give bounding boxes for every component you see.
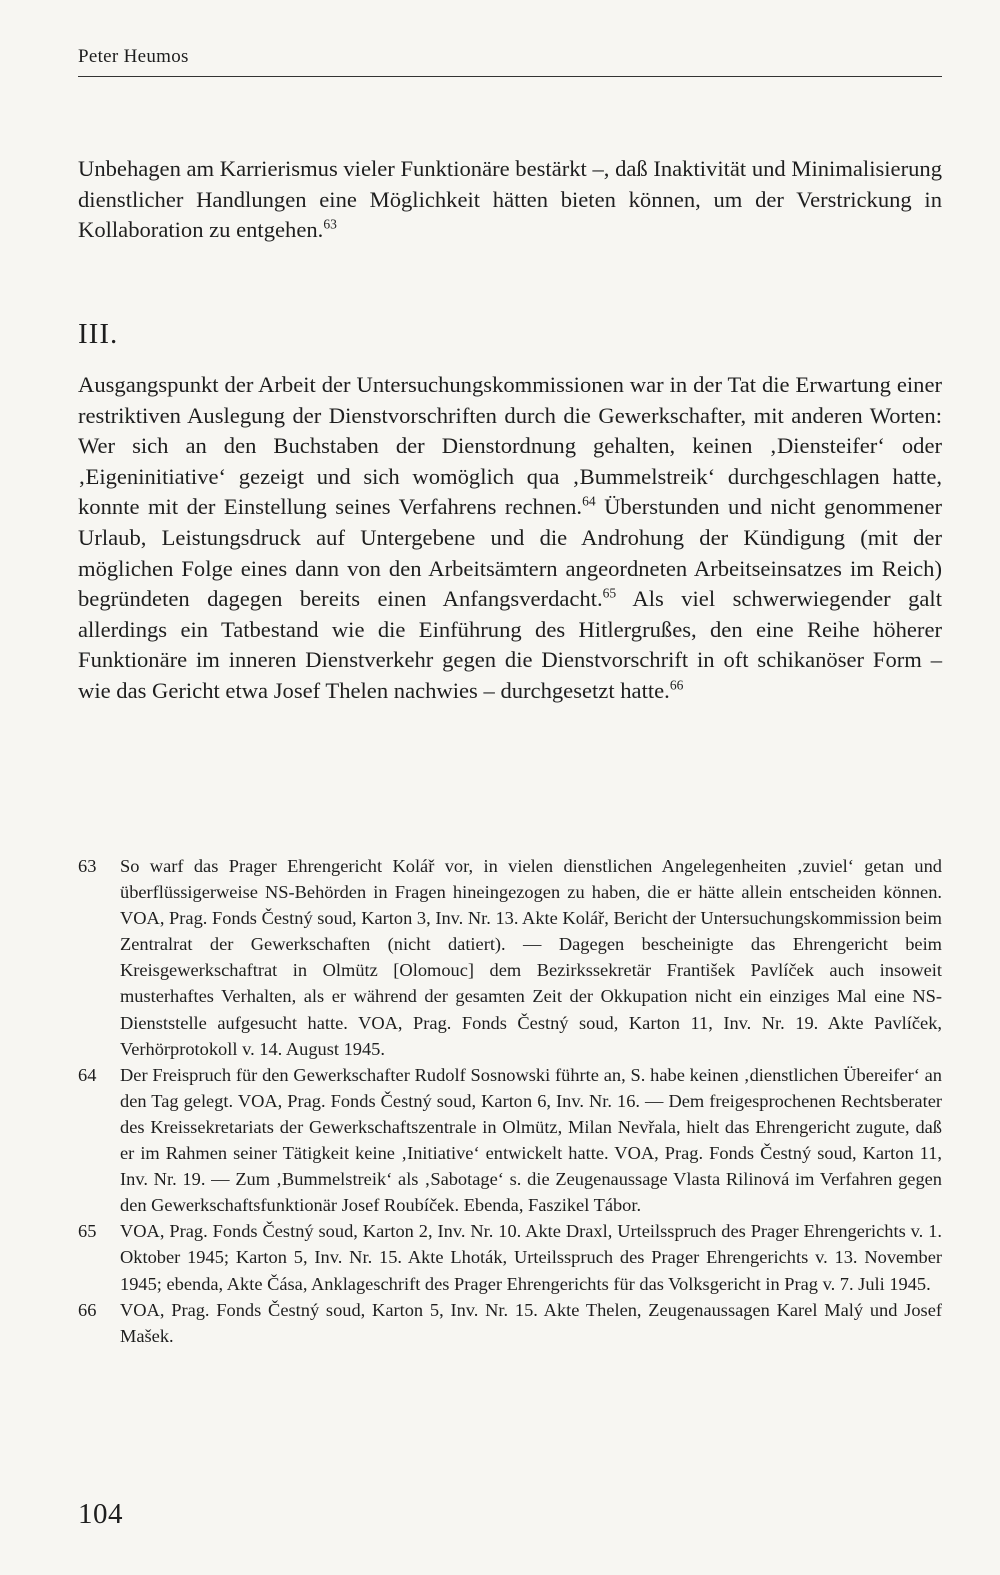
paragraph-2-text-a: Ausgangspunkt der Arbeit der Untersuchungskommissionen war in der Tat die Erwartung einer restriktiven Auslegung der Dienstvorschriften durch die Gewerkschafter, mit anderen Worten: Wer sich an den Buchstaben der Dienstordnung gehalten, keinen ‚Diensteifer‘ oder ‚Eigeninitiative‘ gezeigt und sich womöglich qua ‚Bummelstreik‘ durchgeschlagen hatte, konnte mit der Einstellung seines Verfahrens rechnen.: [78, 372, 942, 520]
footnote-ref-63: 63: [323, 216, 337, 232]
footnote-text: VOA, Prag. Fonds Čestný soud, Karton 5, Inv. Nr. 15. Akte Thelen, Zeugenaussagen Karel Malý und Josef Mašek.: [120, 1299, 942, 1346]
paragraph-1-text: Unbehagen am Karrierismus vieler Funktionäre bestärkt –, daß Inaktivität und Minimalisierung dienstlicher Handlungen eine Möglichkeit hätten bieten können, um der Verstrickung in Kollaboration zu entgehen.: [78, 156, 942, 243]
footnote-text: VOA, Prag. Fonds Čestný soud, Karton 2, Inv. Nr. 10. Akte Draxl, Urteilsspruch des Prager Ehrengerichts v. 1. Oktober 1945; Karton 5, Inv. Nr. 15. Akte Lhoták, Urteilsspruch des Prager Ehrengerichts v. 13. November 1945; ebenda, Akte Čása, Anklageschrift des Prager Ehrengerichts für das Volksgericht in Prag v. 7. Juli 1945.: [120, 1221, 942, 1294]
section-heading: III.: [78, 318, 119, 350]
paragraph-2: [78, 370, 942, 707]
footnote-65: [78, 1218, 942, 1296]
footnote-number: 64: [78, 1064, 97, 1085]
footnote-ref-65: 65: [602, 585, 617, 601]
footnote-text: So warf das Prager Ehrengericht Kolář vor, in vielen dienstlichen Angelegenheiten ‚zuviel‘ getan und überflüssigerweise NS-Behörden in Fragen hineingezogen zu haben, die er hätte allein entscheiden können. VOA, Prag. Fonds Čestný soud, Karton 3, Inv. Nr. 13. Akte Kolář, Bericht der Untersuchungskommission beim Zentralrat der Gewerkschaften (nicht datiert). — Dagegen bescheinigte das Ehrengericht beim Kreisgewerkschaftrat in Olmütz [Olomouc] dem Bezirkssekretär František Pavlíček auch insoweit musterhaftes Verhalten, als er während der gesamten Zeit der Okkupation nicht ein einziges Mal eine NS-Dienststelle aufgesucht hatte. VOA, Prag. Fonds Čestný soud, Karton 11, Inv. Nr. 19. Akte Pavlíček, Verhörprotokoll v. 14. August 1945.: [120, 856, 942, 1059]
footnotes: [78, 853, 942, 1349]
paragraph-2-text-b: Überstunden und nicht genommener Urlaub, Leistungsdruck auf Untergebene und die Androhung der Kündigung (mit der möglichen Folge eines dann von den Arbeitsämtern angeordneten Arbeitseinsatzes im Reich) begründeten dagegen bereits einen Anfangsverdacht.: [78, 494, 942, 612]
body-text-block-1: [78, 154, 942, 246]
footnote-63: [78, 853, 942, 1062]
footnote-ref-64: 64: [582, 493, 596, 509]
body-text-block-2: [78, 370, 942, 707]
header-rule: [78, 76, 942, 77]
paragraph-2-text-c: Als viel schwerwiegender galt allerdings ein Tatbestand wie die Einführung des Hitlergrußes, den eine Reihe höherer Funktionäre im inneren Dienstverkehr gegen die Dienstvorschrift in oft schikanöser Form – wie das Gericht etwa Josef Thelen nachwies – durchgesetzt hatte.: [78, 586, 942, 703]
footnote-text: Der Freispruch für den Gewerkschafter Rudolf Sosnowski führte an, S. habe keinen ‚dienstlichen Übereifer‘ an den Tag gelegt. VOA, Prag. Fonds Čestný soud, Karton 6, Inv. Nr. 16. — Dem freigesprochenen Rechtsberater des Kreissekretariats der Gewerkschaftszentrale in Olmütz, Milan Nevřala, hielt das Ehrengericht zugute, daß er im Rahmen seiner Tätigkeit keine ‚Initiative‘ entwickelt hatte. VOA, Prag. Fonds Čestný soud, Karton 11, Inv. Nr. 19. — Zum ‚Bummelstreik‘ als ‚Sabotage‘ s. die Zeugenaussage Vlasta Rilinová im Verfahren gegen den Gewerkschaftsfunktionär Josef Roubíček. Ebenda, Faszikel Tábor.: [120, 1064, 942, 1216]
footnote-64: [78, 1062, 942, 1219]
page-number: 104: [78, 1498, 123, 1530]
footnote-number: 66: [78, 1299, 97, 1320]
footnote-66: [78, 1297, 942, 1349]
footnote-ref-66: 66: [669, 677, 684, 693]
running-header: [78, 46, 942, 68]
footnote-number: 63: [78, 856, 97, 876]
footnote-number: 65: [78, 1221, 97, 1242]
header-author: Peter Heumos: [78, 46, 189, 67]
paragraph-1: [78, 154, 942, 246]
